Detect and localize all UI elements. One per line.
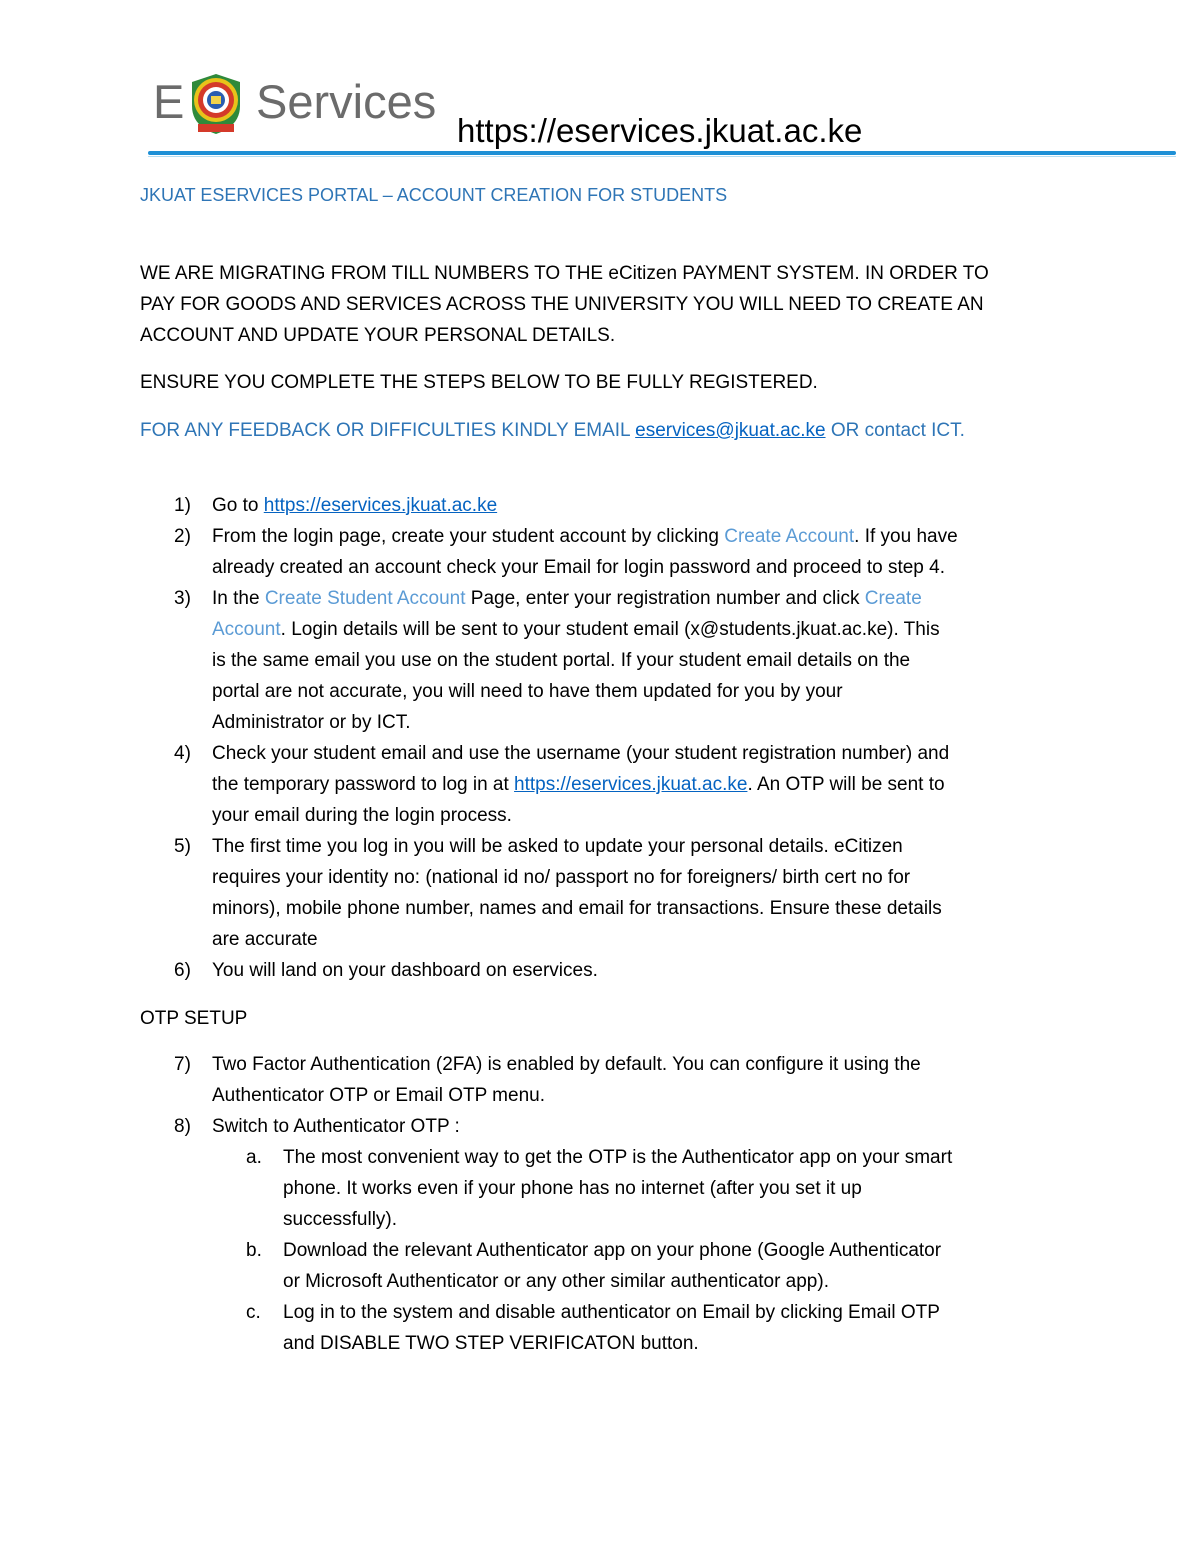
list-item: [140, 1049, 1090, 1111]
step-text: portal are not accurate, you will need to have them updated for you by your: [212, 681, 843, 702]
step-text: minors), mobile phone number, names and email for transactions. Ensure these details: [212, 898, 942, 919]
step-text: You will land on your dashboard on eservices.: [212, 960, 598, 981]
sub-steps-list: [212, 1142, 1090, 1359]
list-item: [140, 521, 1090, 583]
portal-link[interactable]: https://eservices.jkuat.ac.ke: [263, 495, 498, 516]
create-account-term: Create Account: [724, 526, 855, 547]
logo-wordmark: Services: [256, 75, 437, 128]
header-url: https://eservices.jkuat.ac.ke: [457, 112, 863, 149]
sub-step-letter: b.: [246, 1240, 262, 1261]
logo-letter-e: E: [153, 75, 185, 128]
step-number: 7): [174, 1054, 191, 1075]
document-title: JKUAT ESERVICES PORTAL – ACCOUNT CREATION FOR STUDENTS: [140, 185, 728, 205]
step-text: your email during the login process.: [212, 805, 512, 826]
step-text: are accurate: [212, 929, 318, 950]
step-text: Go to: [212, 495, 264, 516]
step-number: 2): [174, 526, 191, 547]
header-divider-shadow: [148, 156, 1176, 157]
intro-paragraph: [140, 258, 1060, 351]
ensure-paragraph: ENSURE YOU COMPLETE THE STEPS BELOW TO BE FULLY REGISTERED.: [140, 372, 818, 393]
page-header: [0, 0, 1200, 165]
step-text: . Login details will be sent to your student email (x@students.jkuat.ac.ke). This: [280, 619, 940, 640]
step-text: or Microsoft Authenticator or any other similar authenticator app).: [283, 1271, 829, 1292]
feedback-prefix: FOR ANY FEEDBACK OR DIFFICULTIES KINDLY EMAIL: [140, 420, 636, 441]
step-text: phone. It works even if your phone has no internet (after you set it up: [283, 1178, 862, 1199]
feedback-paragraph: [140, 415, 1060, 446]
step-number: 8): [174, 1116, 191, 1137]
step-number: 5): [174, 836, 191, 857]
step-text: . If you have: [854, 526, 958, 547]
step-text: Page, enter your registration number and click: [465, 588, 865, 609]
intro-line: WE ARE MIGRATING FROM TILL NUMBERS TO THE eCitizen PAYMENT SYSTEM. IN ORDER TO: [140, 263, 989, 284]
step-number: 6): [174, 960, 191, 981]
step-text: Administrator or by ICT.: [212, 712, 411, 733]
step-text: successfully).: [283, 1209, 398, 1230]
step-text: From the login page, create your student account by clicking: [212, 526, 725, 547]
list-item: [140, 583, 1090, 738]
feedback-email-link[interactable]: eservices@jkuat.ac.ke: [635, 420, 826, 441]
create-student-account-term: Create Student Account: [264, 588, 466, 609]
step-text: Two Factor Authentication (2FA) is enabled by default. You can configure it using the: [212, 1054, 921, 1075]
step-text: The most convenient way to get the OTP is the Authenticator app on your smart: [283, 1147, 953, 1168]
step-text: already created an account check your Email for login password and proceed to step 4.: [212, 557, 945, 578]
otp-heading: OTP SETUP: [140, 1008, 248, 1029]
step-text: Switch to Authenticator OTP :: [212, 1116, 460, 1137]
list-item: [140, 831, 1090, 955]
step-number: 1): [174, 495, 191, 516]
create-account-term: Create: [864, 588, 922, 609]
step-text: Check your student email and use the username (your student registration number) and: [212, 743, 950, 764]
portal-link[interactable]: https://eservices.jkuat.ac.ke: [514, 774, 748, 795]
sub-step-letter: c.: [246, 1302, 261, 1323]
step-text: requires your identity no: (national id no/ passport no for foreigners/ birth cert no for: [212, 867, 911, 888]
step-text: The first time you log in you will be asked to update your personal details. eCitizen: [212, 836, 903, 857]
list-item: [212, 1235, 1090, 1297]
step-text: Log in to the system and disable authenticator on Email by clicking Email OTP: [283, 1302, 940, 1323]
list-item: [212, 1297, 1090, 1359]
step-text: and DISABLE TWO STEP VERIFICATON button.: [283, 1333, 699, 1354]
sub-step-letter: a.: [246, 1147, 262, 1168]
list-item: [140, 490, 1090, 521]
step-number: 3): [174, 588, 191, 609]
step-text: Download the relevant Authenticator app on your phone (Google Authenticator: [283, 1240, 942, 1261]
list-item: [140, 1111, 1090, 1359]
otp-steps-list: [140, 1049, 1090, 1359]
step-text: is the same email you use on the student portal. If your student email details on the: [212, 650, 911, 671]
step-text: Authenticator OTP or Email OTP menu.: [212, 1085, 545, 1106]
intro-line: PAY FOR GOODS AND SERVICES ACROSS THE UNIVERSITY YOU WILL NEED TO CREATE AN: [140, 294, 984, 315]
step-number: 4): [174, 743, 191, 764]
feedback-suffix: OR contact ICT.: [825, 420, 965, 441]
create-account-term: Account: [212, 619, 281, 640]
list-item: [140, 738, 1090, 831]
step-text: the temporary password to log in at: [212, 774, 515, 795]
step-text: . An OTP will be sent to: [747, 774, 945, 795]
steps-list: [140, 490, 1090, 986]
list-item: [140, 955, 1090, 986]
step-text: In the: [212, 588, 265, 609]
header-divider: [148, 151, 1176, 155]
list-item: [212, 1142, 1090, 1235]
university-seal-icon: [188, 72, 244, 136]
intro-line: ACCOUNT AND UPDATE YOUR PERSONAL DETAILS.: [140, 325, 616, 346]
